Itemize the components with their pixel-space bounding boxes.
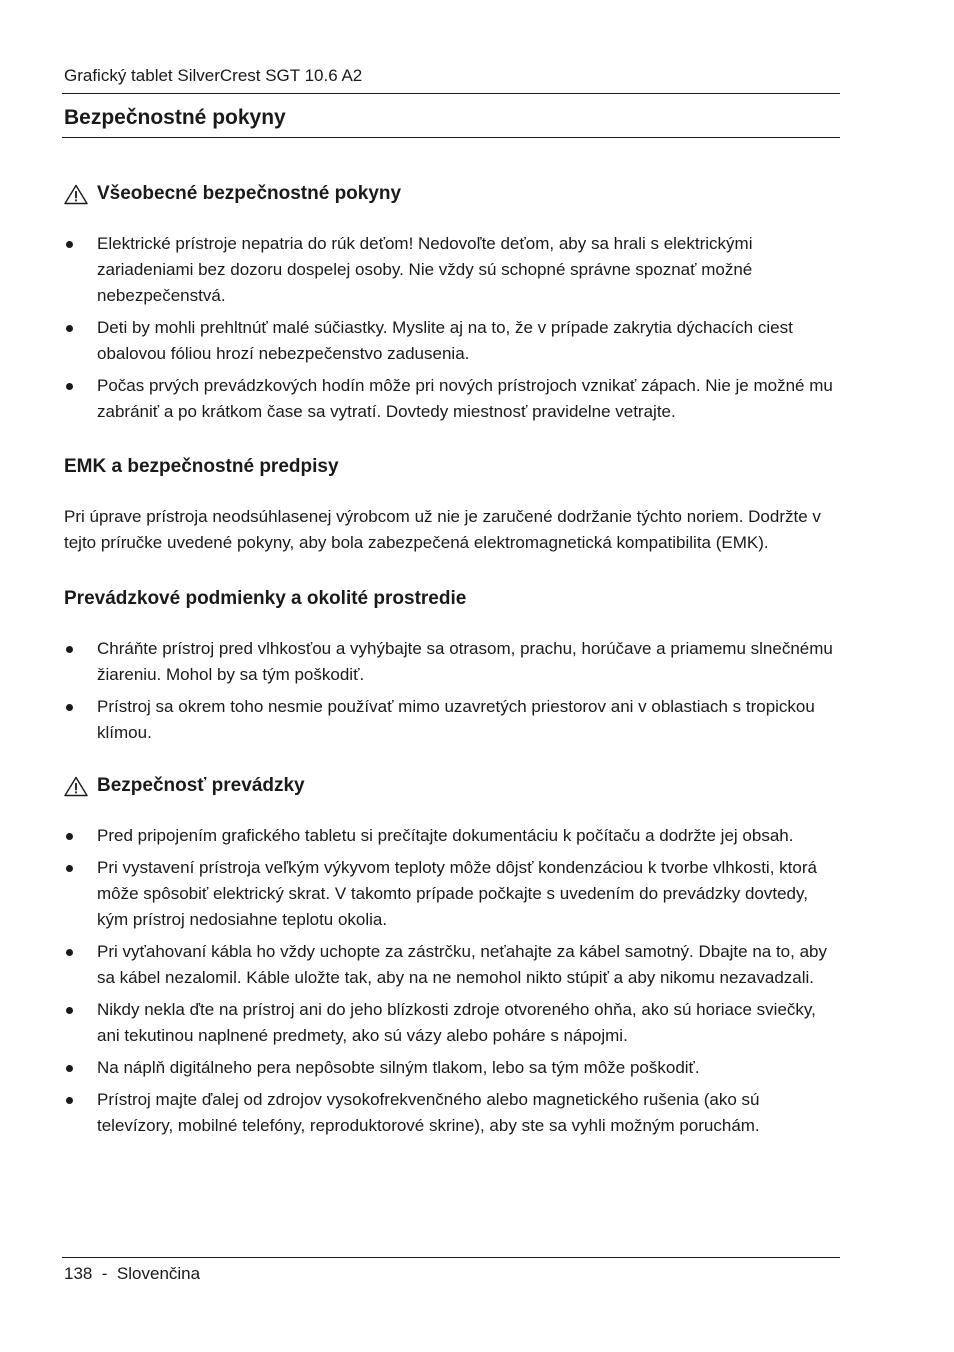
bullet-icon	[66, 241, 73, 248]
list-item	[62, 1055, 840, 1081]
section-title: Bezpečnostné pokyny	[64, 106, 286, 129]
page-footer: 138 - Slovenčina	[64, 1264, 201, 1283]
bullet-icon	[66, 865, 73, 872]
footer-rule	[62, 1257, 840, 1258]
general-safety-heading	[64, 183, 401, 205]
list-item	[62, 231, 840, 309]
list-item-text: Pred pripojením grafického tabletu si prečítajte dokumentáciu k počítaču a dodržte jej obsah.	[97, 826, 794, 845]
list-item	[62, 694, 840, 746]
general-safety-heading-text: Všeobecné bezpečnostné pokyny	[97, 183, 402, 204]
document-page	[62, 0, 840, 1352]
operating-conditions-list	[62, 636, 840, 752]
list-item	[62, 855, 840, 933]
list-item-text: Deti by mohli prehltnúť malé súčiastky. Myslite aj na to, že v prípade zakrytia dýchacích ciest obalovou fóliou hrozí nebezpečenstvo zadusenia.	[97, 318, 793, 363]
list-item	[62, 939, 840, 991]
list-item-text: Nikdy nekla ďte na prístroj ani do jeho blízkosti zdroje otvoreného ohňa, ako sú horiace sviečky, ani tekutinou naplnené predmety, ako sú vázy alebo poháre s nápojmi.	[97, 1000, 816, 1045]
list-item-text: Elektrické prístroje nepatria do rúk deťom! Nedovoľte deťom, aby sa hrali s elektrickými zariadeniami bez dozoru dospelej osoby. Nie vždy sú schopné správne spoznať možné nebezpečenstvá.	[97, 234, 753, 305]
running-header: Grafický tablet SilverCrest SGT 10.6 A2	[64, 66, 363, 85]
list-item	[62, 997, 840, 1049]
operating-conditions-heading-text: Prevádzkové podmienky a okolité prostredie	[64, 588, 467, 609]
operating-safety-heading	[64, 775, 305, 797]
emc-heading-text: EMK a bezpečnostné predpisy	[64, 456, 339, 477]
list-item-text: Pri vystavení prístroja veľkým výkyvom teploty môže dôjsť kondenzáciou k tvorbe vlhkosti, ktorá môže spôsobiť elektrický skrat. V takomto prípade počkajte s uvedením do prevádzky dovtedy, kým prístroj nedosiahne teplotu okolia.	[97, 858, 817, 929]
list-item-text: Prístroj sa okrem toho nesmie používať mimo uzavretých priestorov ani v oblastiach s tropickou klímou.	[97, 697, 815, 742]
bullet-icon	[66, 704, 73, 711]
bullet-icon	[66, 646, 73, 653]
bullet-icon	[66, 1097, 73, 1104]
warning-triangle-icon	[64, 184, 88, 205]
bullet-icon	[66, 833, 73, 840]
header-rule	[62, 93, 840, 94]
list-item	[62, 823, 840, 849]
list-item	[62, 373, 840, 425]
bullet-icon	[66, 383, 73, 390]
bullet-icon	[66, 1007, 73, 1014]
bullet-icon	[66, 325, 73, 332]
general-safety-list	[62, 231, 840, 431]
list-item-text: Prístroj majte ďalej od zdrojov vysokofrekvenčného alebo magnetického rušenia (ako sú televízory, mobilné telefóny, reproduktorové skrine), aby ste sa vyhli možným poruchám.	[97, 1090, 760, 1135]
list-item	[62, 1087, 840, 1139]
bullet-icon	[66, 949, 73, 956]
bullet-icon	[66, 1065, 73, 1072]
operating-safety-heading-text: Bezpečnosť prevádzky	[97, 775, 305, 796]
section-title-rule	[62, 137, 840, 138]
operating-safety-list	[62, 823, 840, 1145]
list-item-text: Na náplň digitálneho pera nepôsobte silným tlakom, lebo sa tým môže poškodiť.	[97, 1058, 700, 1077]
list-item	[62, 315, 840, 367]
warning-triangle-icon	[64, 776, 88, 797]
emc-heading	[64, 456, 339, 478]
list-item-text: Chráňte prístroj pred vlhkosťou a vyhýbajte sa otrasom, prachu, horúčave a priamemu slnečnému žiareniu. Mohol by sa tým poškodiť.	[97, 639, 833, 684]
emc-paragraph: Pri úprave prístroja neodsúhlasenej výrobcom už nie je zaručené dodržanie týchto noriem. Dodržte v tejto príručke uvedené pokyny, aby bola zabezpečená elektromagnetická kompatibilita (EMK).	[64, 507, 821, 552]
list-item-text: Počas prvých prevádzkových hodín môže pri nových prístrojoch vznikať zápach. Nie je možné mu zabrániť a po krátkom čase sa vytratí. Dovtedy miestnosť pravidelne vetrajte.	[97, 376, 833, 421]
list-item	[62, 636, 840, 688]
list-item-text: Pri vyťahovaní kábla ho vždy uchopte za zástrčku, neťahajte za kábel samotný. Dbajte na to, aby sa kábel nezalomil. Káble uložte tak, aby na ne nemohol nikto stúpiť a aby nikomu nezavadzali.	[97, 942, 827, 987]
operating-conditions-heading	[64, 588, 466, 610]
